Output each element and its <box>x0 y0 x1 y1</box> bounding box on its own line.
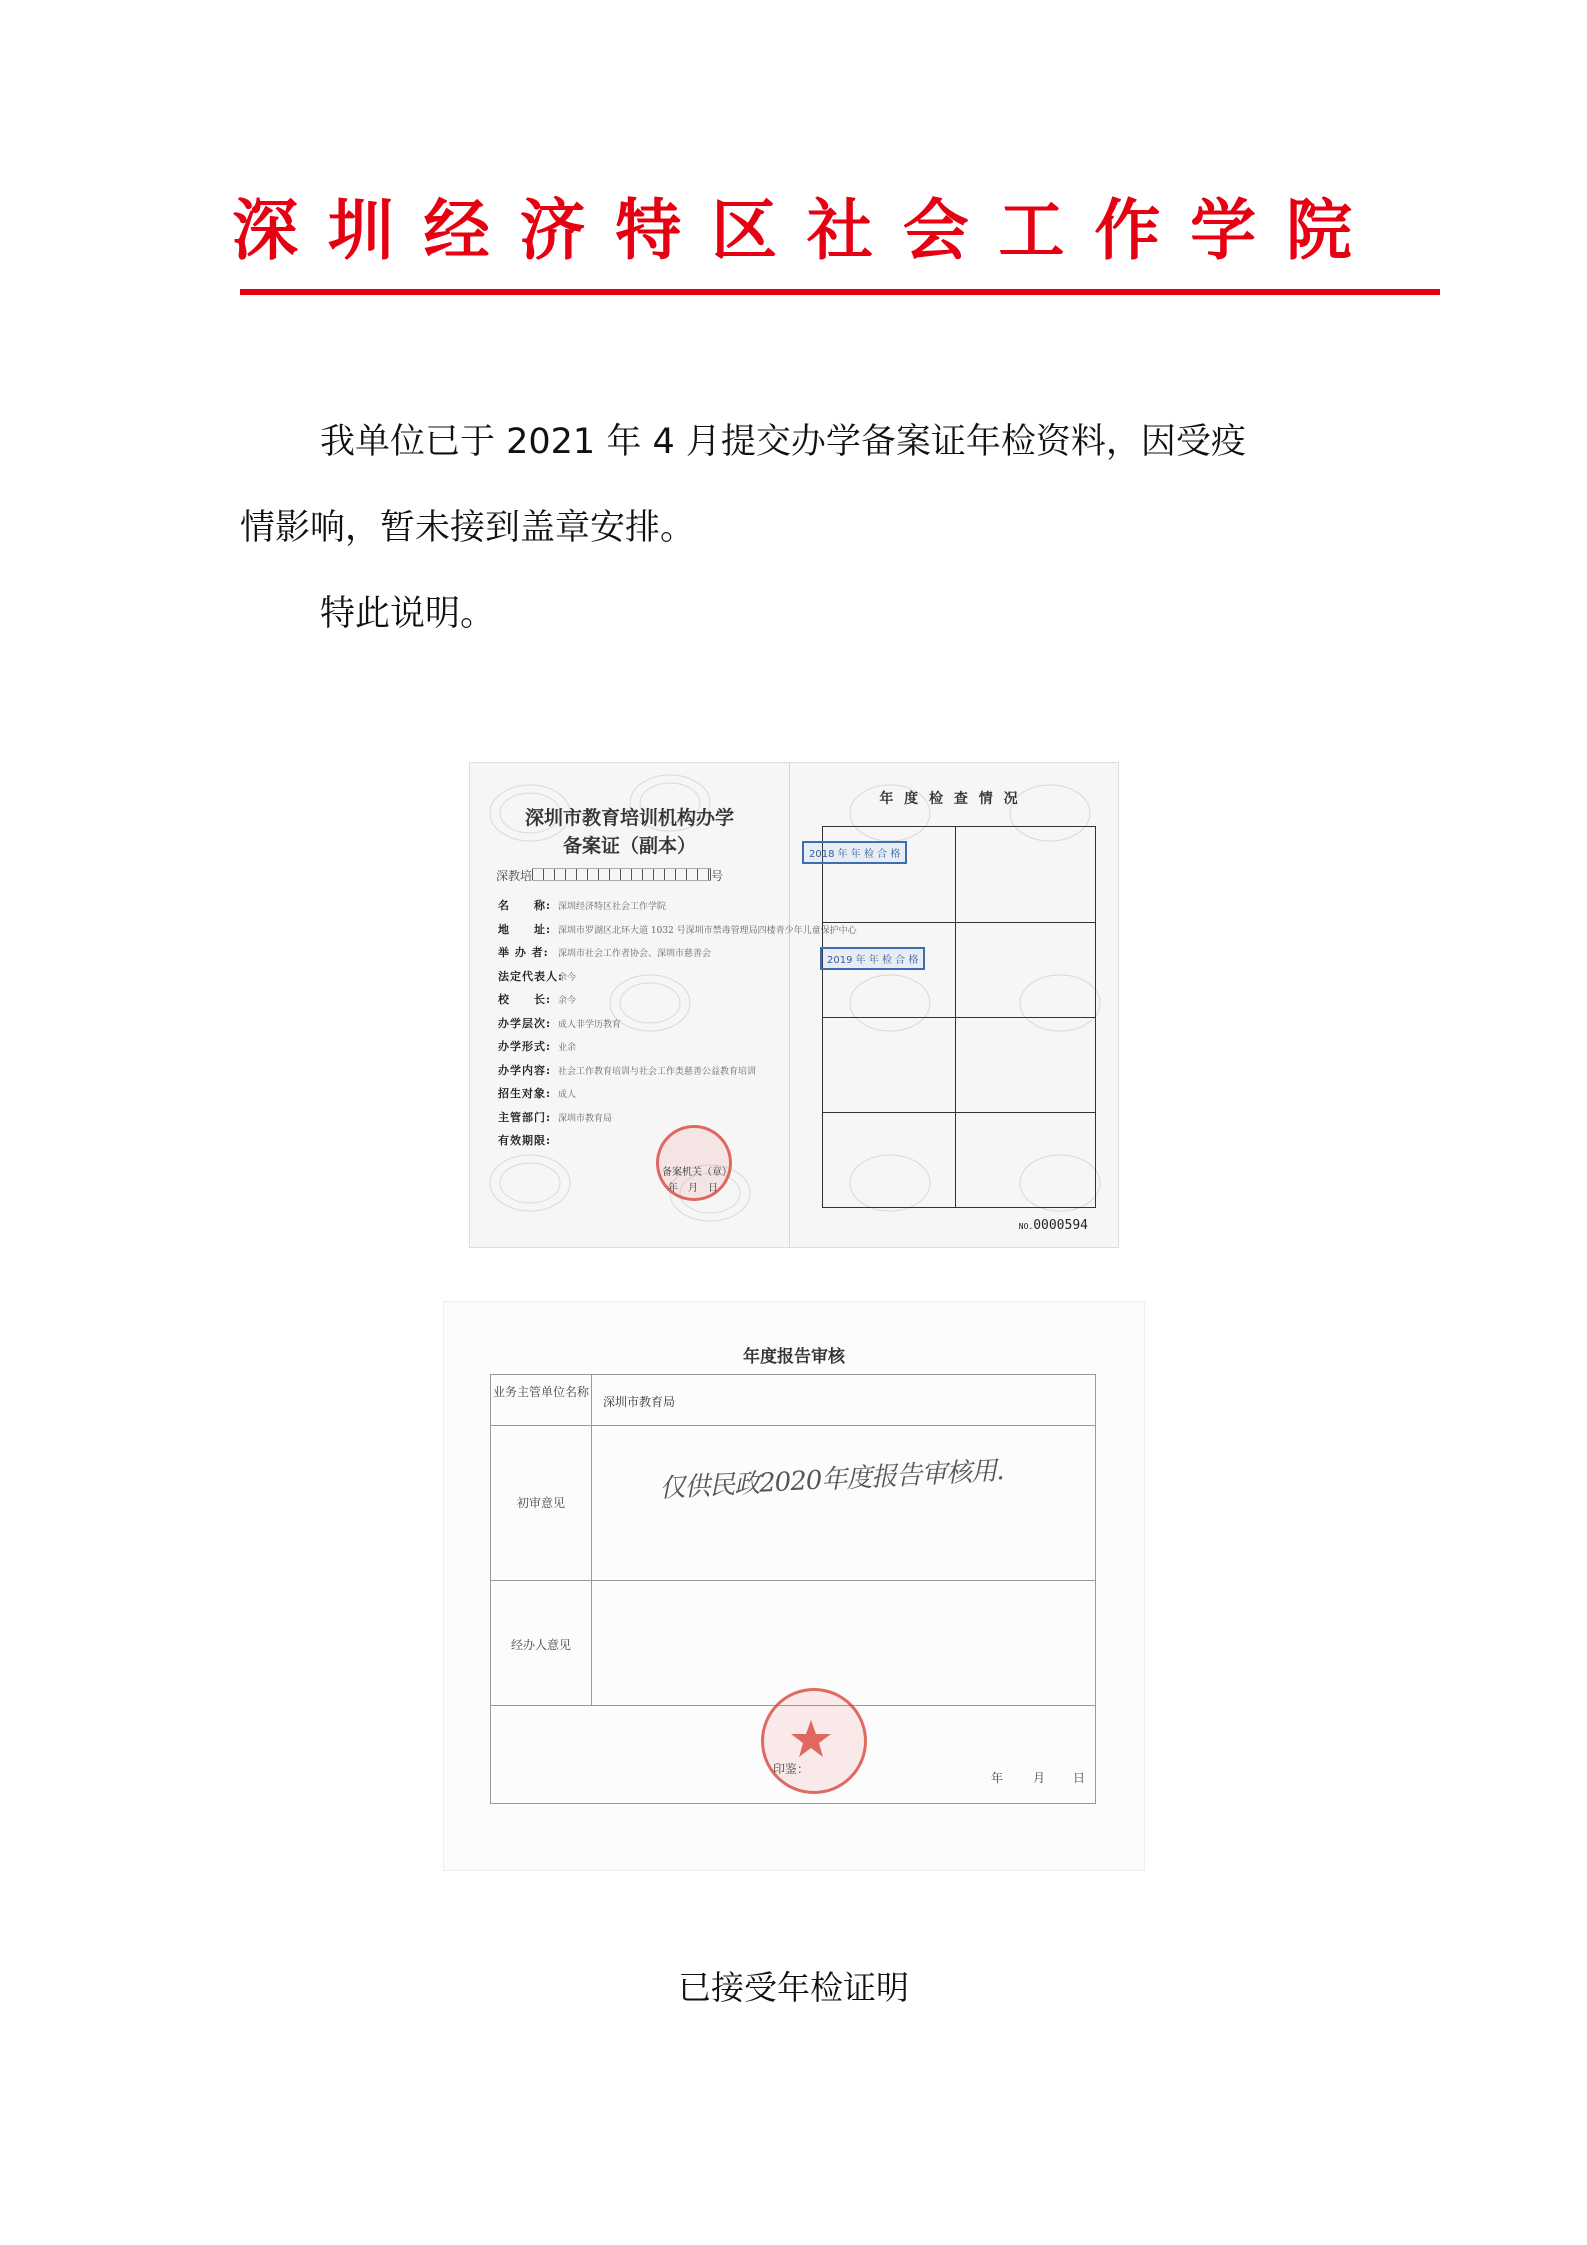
certificate-field-value: 余今 <box>558 972 577 983</box>
letterhead-char: 工 <box>998 191 1065 269</box>
certificate-field-value: 社会工作教育培训与社会工作类慈善公益教育培训 <box>558 1066 757 1077</box>
certificate-number-prefix: 深教培 <box>496 869 533 883</box>
issuer-label: 备案机关（章） <box>662 1167 732 1178</box>
handwritten-opinion: 仅供民政2020年度报告审核用. <box>658 1456 1005 1504</box>
certificate-field-value: 深圳市教育局 <box>558 1113 613 1124</box>
dept-label: 业务主管单位名称 <box>492 1385 589 1399</box>
letterhead-char: 院 <box>1285 191 1352 269</box>
certificate-field-label: 有效期限: <box>498 1134 552 1147</box>
certificate-field-value: 深圳市社会工作者协会、深圳市慈善会 <box>558 949 712 959</box>
certificate-field-label: 地 址: <box>498 922 552 936</box>
certificate-field-label: 招生对象: <box>498 1087 552 1100</box>
certificate-field-value: 业余 <box>558 1043 577 1053</box>
date-day-label: 日 <box>1073 1771 1086 1785</box>
certificate-field-label: 办学内容: <box>498 1063 552 1077</box>
letterhead-char: 会 <box>902 191 969 269</box>
inspection-grid <box>822 826 1096 1208</box>
certificate-title: 深圳市教育培训机构办学 <box>524 807 734 829</box>
letterhead-char: 社 <box>806 191 873 269</box>
serial-prefix: NO. <box>1018 1222 1034 1231</box>
serial-value: 0000594 <box>1033 1218 1088 1233</box>
certificate-field-label: 举 办 者: <box>498 946 549 959</box>
body-paragraph-line-1: 我单位已于 2021 年 4 月提交办学备案证年检资料，因受疫 <box>320 422 1246 462</box>
certificate-field-label: 名 称: <box>498 899 552 912</box>
dept-value: 深圳市教育局 <box>603 1395 676 1409</box>
grid-row-line <box>823 1017 1095 1018</box>
certificate-field-row <box>498 1038 576 1054</box>
date-year-label: 年 <box>991 1771 1004 1785</box>
inspection-stamp-2: 2019 年 年 检 合 格 <box>820 947 925 970</box>
certificate-field-row <box>498 1015 621 1031</box>
letterhead-rule <box>240 289 1440 295</box>
certificate-field-label: 法定代表人: <box>498 969 564 983</box>
table-column-line <box>591 1375 592 1705</box>
education-bureau-seal <box>761 1688 867 1794</box>
certificate-field-value: 余今 <box>558 996 577 1006</box>
inspection-title: 年 度 检 查 情 况 <box>879 791 1021 807</box>
letterhead-char: 经 <box>423 191 490 269</box>
certificate-right-page <box>790 763 1118 1247</box>
certificate-field-value: 成人 <box>558 1090 577 1100</box>
letterhead-char: 区 <box>711 191 778 269</box>
annual-report-review-scan <box>444 1302 1144 1870</box>
letterhead-char: 作 <box>1094 191 1161 269</box>
initial-opinion-label: 初审意见 <box>516 1496 565 1510</box>
grid-row-line <box>823 922 1095 923</box>
review-table <box>490 1374 1096 1804</box>
figure-caption: 已接受年检证明 <box>678 1968 909 2007</box>
letterhead-title <box>232 190 1352 270</box>
table-row-line <box>491 1580 1095 1581</box>
grid-row-line <box>823 1112 1095 1113</box>
table-row-line <box>491 1425 1095 1426</box>
body-paragraph-line-2: 情影响，暂未接到盖章安排。 <box>240 508 696 548</box>
inspection-stamp-1: 2018 年 年 检 合 格 <box>802 841 907 864</box>
certificate-field-label: 办学层次: <box>498 1016 552 1030</box>
certificate-subtitle: 备案证（副本） <box>562 835 696 857</box>
date-month-label: 月 <box>1033 1771 1046 1785</box>
issuer-date: 年 月 日 <box>668 1183 718 1194</box>
letterhead-char: 济 <box>519 191 586 269</box>
certificate-field-row <box>498 944 711 960</box>
certificate-field-value: 深圳市罗湖区北环大道 1032 号深圳市禁毒管理局四楼青少年儿童保护中心 <box>558 925 857 936</box>
certificate-field-row <box>498 1085 576 1101</box>
certificate-field-value: 成人非学历教育 <box>558 1019 622 1030</box>
letterhead-char: 圳 <box>327 191 394 269</box>
seal-label: 印鉴： <box>773 1762 810 1776</box>
handler-opinion-label: 经办人意见 <box>510 1638 571 1652</box>
certificate-field-row <box>498 1062 756 1078</box>
certificate-field-row <box>498 1132 558 1148</box>
certificate-field-row <box>498 1109 612 1125</box>
certificate-field-value: 深圳经济特区社会工作学院 <box>558 902 667 912</box>
certificate-field-label: 校 长: <box>498 993 552 1006</box>
certificate-field-row <box>498 897 666 913</box>
certificate-field-row <box>498 968 576 984</box>
certificate-field-label: 办学形式: <box>498 1040 552 1053</box>
certificate-field-label: 主管部门: <box>498 1110 552 1124</box>
certificate-field-row <box>498 991 576 1007</box>
certificate-number-suffix: 号 <box>711 869 724 883</box>
letterhead-char: 学 <box>1190 191 1257 269</box>
review-title: 年度报告审核 <box>743 1347 845 1367</box>
letterhead-char: 深 <box>232 191 298 269</box>
number-boxes <box>532 868 711 881</box>
certificate-number <box>496 867 723 884</box>
letterhead-char: 特 <box>615 191 682 269</box>
certificate-scan <box>470 763 1118 1247</box>
closing-statement: 特此说明。 <box>320 594 496 634</box>
serial-number <box>1019 1218 1088 1233</box>
